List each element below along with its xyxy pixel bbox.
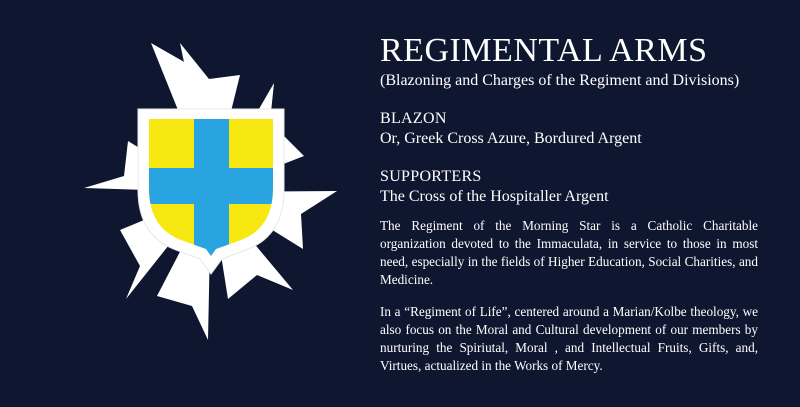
regimental-emblem (0, 0, 360, 407)
supporters-section (380, 167, 758, 207)
supporters-heading: SUPPORTERS (380, 168, 482, 185)
page-title: REGIMENTAL ARMS (380, 32, 708, 69)
mission-paragraph: The Regiment of the Morning Star is a Catholic Charitable organization devoted to the Immaculata, in service to those in most need, especially in the fields of Higher Education, Social Charities, and Medicine. (380, 218, 758, 287)
supporters-text: The Cross of the Hospitaller Argent (380, 188, 609, 205)
arms-description (380, 32, 758, 375)
blazon-heading: BLAZON (380, 110, 447, 127)
regiment-of-life-paragraph: In a “Regiment of Life”, centered around a Marian/Kolbe theology, we also focus on the Moral and Cultural development of our members by nurturing the Spiriutal, Moral , and Intellectual Fruits, Gifts, and, Virtues, actualized in the Works of Mercy. (380, 304, 758, 373)
blazon-section (380, 109, 758, 149)
blazon-text: Or, Greek Cross Azure, Bordured Argent (380, 130, 642, 147)
page-subtitle: (Blazoning and Charges of the Regiment and Divisions) (380, 72, 740, 89)
